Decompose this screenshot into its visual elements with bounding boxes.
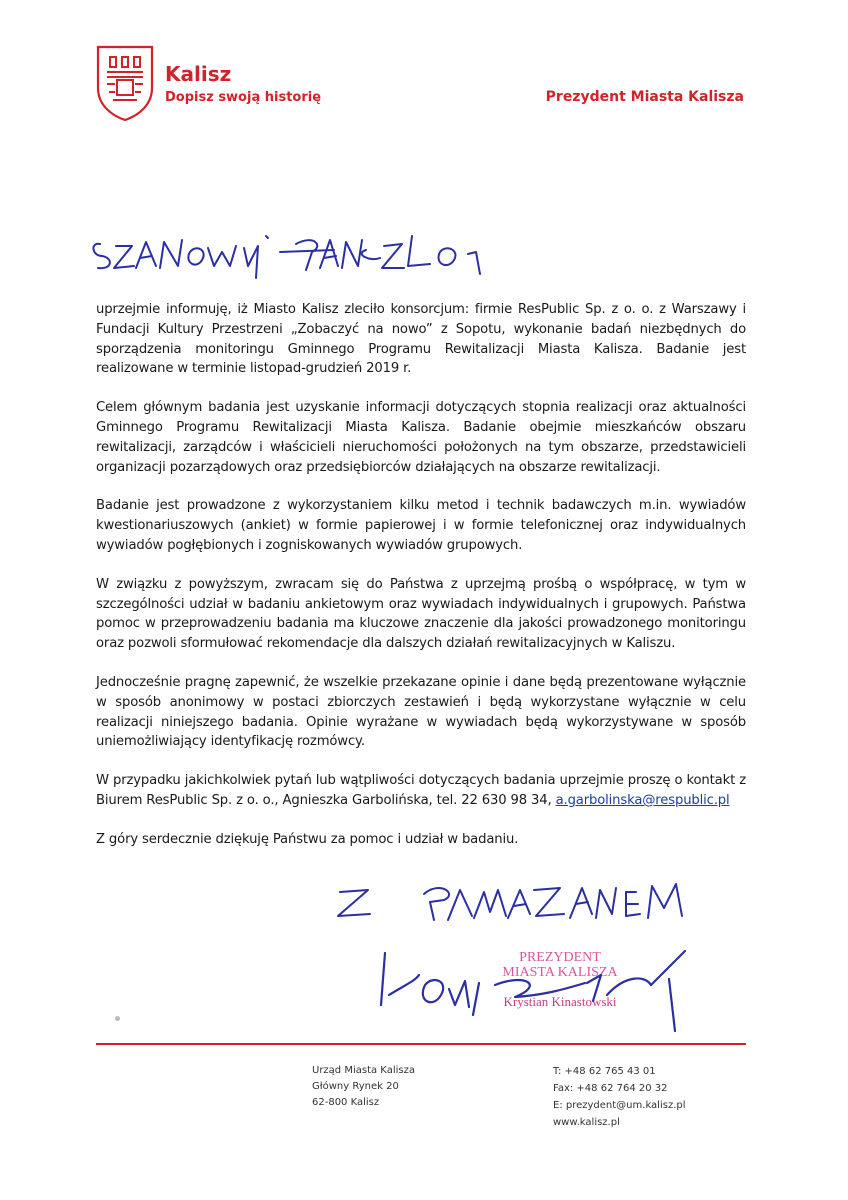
stamp-role-line-2: MIASTA KALISZA (502, 965, 618, 980)
stamp-name: Krystian Kinastowski (503, 994, 617, 1009)
brand-block (165, 62, 321, 106)
paragraph-5: Jednocześnie pragnę zapewnić, że wszelkie przekazane opinie i dane będą prezentowane wyłącznie w sposób anonimowy w postaci zbiorczych zestawień i będą wykorzystane wyłącznie w celu realizacji niniejszego badania. Opinie wyrażane w wywiadach będą wykorzystywane w sposób uniemożliwiający identyfikację rozmówcy. (96, 674, 746, 750)
brand-tagline: Dopisz swoją historię (165, 90, 322, 105)
contact-email-link[interactable]: a.garbolinska@respublic.pl (555, 792, 730, 808)
signature-image (375, 945, 715, 1049)
contact-email: E: prezydent@um.kalisz.pl (553, 1100, 686, 1111)
address-line: Urząd Miasta Kalisza (312, 1065, 415, 1076)
paragraph-contact (96, 771, 746, 811)
letter-body (96, 300, 746, 869)
kalisz-logo-icon (95, 44, 155, 122)
paragraph-thanks: Z góry serdecznie dziękuję Państwu za pomoc i udział w badaniu. (96, 831, 519, 847)
address-line: Główny Rynek 20 (312, 1081, 399, 1092)
contact-text: W przypadku jakichkolwiek pytań lub wątpliwości dotyczących badania uprzejmie proszę o kontakt z Biurem ResPublic Sp. z o. o., Agnieszka Garbolińska, tel. 22 630 98 34, (96, 773, 746, 808)
address-line: 62-800 Kalisz (312, 1097, 380, 1108)
handwritten-greeting (84, 212, 524, 286)
contact-website: www.kalisz.pl (553, 1117, 620, 1128)
stamp-role-line-1: PREZYDENT (519, 950, 601, 965)
paragraph-4: W związku z powyższym, zwracam się do Państwa z uprzejmą prośbą o współpracę, w tym w szczególności udział w badaniu ankietowym oraz wywiadach indywidualnych i grupowych. Państwa pomoc w przeprowadzeniu badania ma kluczowe znaczenie dla jakości prowadzonego monitoringu oraz pozwoli sformułować rekomendacje dla dalszych działań rewitalizacyjnych w Kaliszu. (96, 576, 746, 652)
footer-divider (96, 1043, 746, 1045)
office-title: Prezydent Miasta Kalisza (545, 89, 744, 105)
handwritten-closing (330, 870, 730, 934)
brand-name: Kalisz (165, 62, 232, 86)
contact-phone: T: +48 62 765 43 01 (553, 1066, 656, 1077)
footer-address (312, 1063, 415, 1111)
paragraph-3: Badanie jest prowadzone z wykorzystaniem kilku metod i technik badawczych m.in. wywiadów kwestionariuszowych (ankiet) w formie papierowej i w formie telefonicznej oraz indywidualnych wywiadów pogłębionych i zogniskowanych wywiadów grupowych. (96, 498, 746, 553)
paragraph-1: uprzejmie informuję, iż Miasto Kalisz zleciło konsorcjum: firmie ResPublic Sp. z o. o. z Warszawy i Fundacji Kultury Przestrzeni „Zobaczyć na nowo” z Sopotu, wykonanie badań niezbędnych do sporządzenia monitoringu Gminnego Programu Rewitalizacji Miasta Kalisza. Badanie jest realizowane w terminie listopad-grudzień 2019 r. (96, 302, 746, 377)
paragraph-2: Celem głównym badania jest uzyskanie informacji dotyczących stopnia realizacji oraz aktualności Gminnego Programu Rewitalizacji Miasta Kalisza. Badanie obejmie mieszkańców obszaru rewitalizacji, zarządców i właścicieli nieruchomości położonych na tym obszarze, przedstawicieli organizacji pozarządowych oraz przedsiębiorców działających na obszarze rewitalizacji. (96, 400, 746, 475)
contact-fax: Fax: +48 62 764 20 32 (553, 1083, 668, 1094)
scan-mark (115, 1016, 120, 1021)
footer-contacts (553, 1063, 686, 1131)
